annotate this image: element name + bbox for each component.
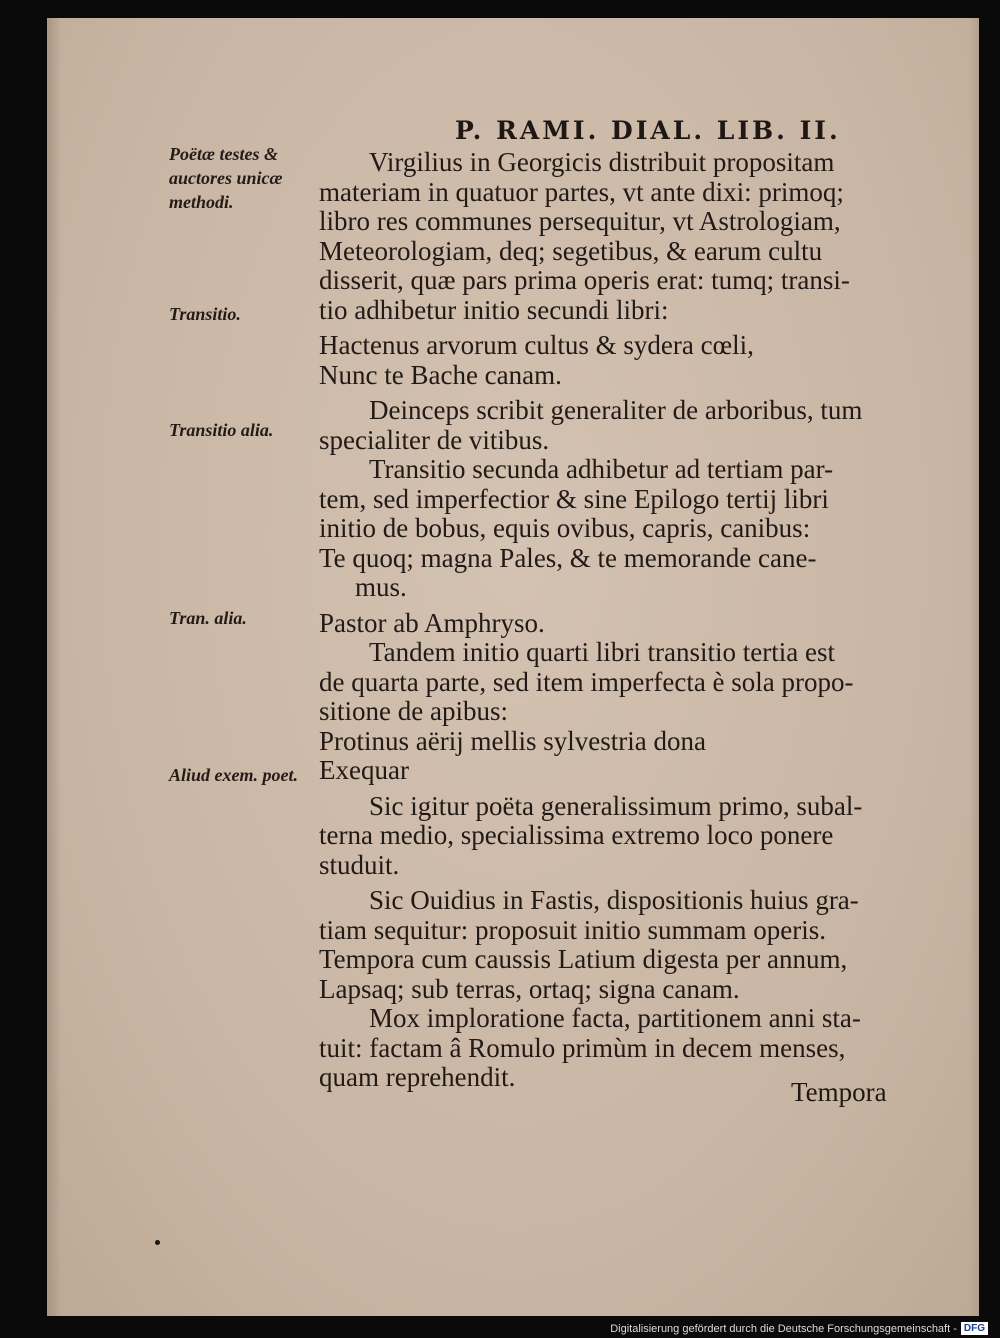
- body-line: Sic igitur poëta generalissimum primo, subal-: [369, 790, 863, 821]
- verse-line: Hactenus arvorum cultus & sydera cœli,: [319, 330, 754, 360]
- main-text: [319, 148, 931, 1093]
- margin-note-3: Transitio alia.: [169, 420, 274, 440]
- margin-note-5: Aliud exem. poet.: [169, 765, 298, 785]
- verse-line: Tempora cum caussis Latium digesta per annum,: [319, 944, 848, 974]
- body-line: tio adhibetur initio secundi libri:: [319, 294, 669, 325]
- page-edge-right: [969, 18, 979, 1316]
- body-line: Meteorologiam, deq; segetibus, & earum cultu: [319, 235, 823, 266]
- body-line: de quarta parte, sed item imperfecta è sola propo-: [319, 666, 854, 697]
- verse-line: Te quoq; magna Pales, & te memorande cane-: [319, 542, 817, 573]
- verse-line: Protinus aërij mellis sylvestria dona: [319, 725, 706, 756]
- margin-note-2: Transitio.: [169, 304, 241, 324]
- verse-line: Pastor ab Amphryso.: [319, 607, 545, 638]
- margin-note-1: Poëtæ testes & auctores unicæ methodi.: [169, 144, 283, 212]
- catchword: Tempora: [791, 1077, 887, 1107]
- verse-line: Nunc te Bache canam.: [319, 359, 562, 390]
- body-line: Virgilius in Georgicis distribuit propositam: [369, 147, 835, 177]
- body-line: terna medio, specialissima extremo loco ponere: [319, 820, 834, 850]
- body-line: tem, sed imperfectior & sine Epilogo tertij libri: [319, 483, 829, 514]
- verse-line: mus.: [355, 572, 407, 602]
- margin-note-4: Tran. alia.: [169, 608, 247, 628]
- body-line: libro res communes persequitur, vt Astrologiam,: [319, 206, 841, 236]
- verse-line: Lapsaq; sub terras, ortaq; signa canam.: [319, 973, 740, 1004]
- body-line: Deinceps scribit generaliter de arboribus, tum: [369, 395, 863, 425]
- body-line: disserit, quæ pars prima operis erat: tumq; transi-: [319, 265, 850, 295]
- running-head: P. RAMI. DIAL. LIB. II.: [455, 116, 841, 145]
- book-page: [47, 18, 979, 1316]
- ink-spot: [155, 1240, 160, 1245]
- digitization-credit: [610, 1320, 988, 1337]
- body-line: sitione de apibus:: [319, 696, 508, 726]
- body-line: Transitio secunda adhibetur ad tertiam par-: [369, 454, 834, 484]
- body-line: specialiter de vitibus.: [319, 424, 550, 455]
- page-edge-left: [47, 18, 61, 1316]
- dfg-logo-icon: DFG: [961, 1322, 988, 1335]
- body-line: Sic Ouidius in Fastis, dispositionis huius gra-: [369, 885, 859, 915]
- verse-line: Exequar: [319, 755, 409, 785]
- body-line: tiam sequitur: proposuit initio summam operis.: [319, 914, 826, 945]
- body-line: tuit: factam â Romulo primùm in decem menses,: [319, 1032, 846, 1063]
- credit-text: Digitalisierung gefördert durch die Deutsche Forschungsgemeinschaft -: [610, 1322, 957, 1335]
- body-line: materiam in quatuor partes, vt ante dixi: primoq;: [319, 176, 844, 207]
- body-line: initio de bobus, equis ovibus, capris, canibus:: [319, 513, 811, 543]
- body-line: quam reprehendit.: [319, 1062, 516, 1092]
- body-line: Tandem initio quarti libri transitio tertia est: [369, 637, 836, 667]
- body-line: Mox imploratione facta, partitionem anni sta-: [369, 1003, 861, 1033]
- body-line: studuit.: [319, 849, 400, 880]
